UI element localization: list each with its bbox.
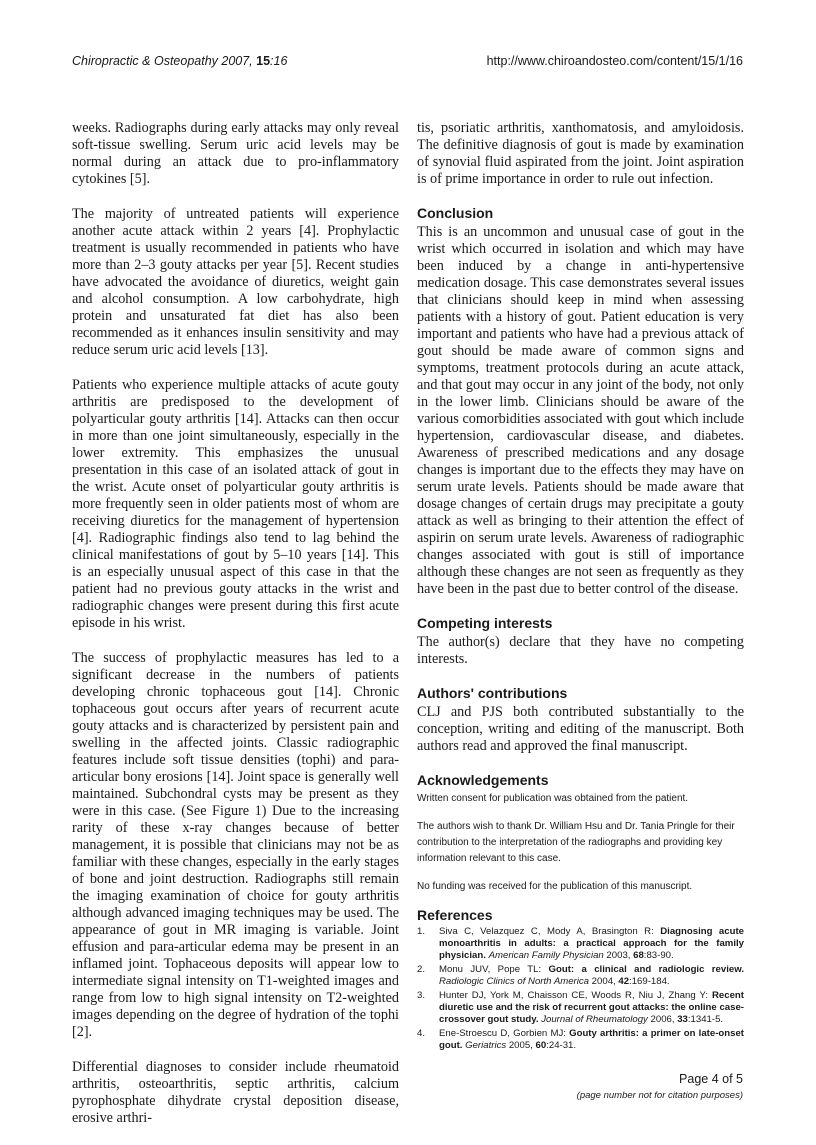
reference-title[interactable]: Diagnosing acute monoarthritis in adults: a practical approach for the family physician. bbox=[439, 926, 744, 961]
reference-text bbox=[439, 964, 744, 988]
reference-pages: :1341-5. bbox=[687, 1014, 724, 1025]
reference-authors: Monu JUV, Pope TL: bbox=[439, 964, 549, 975]
reference-pages: :83-90. bbox=[643, 950, 674, 961]
reference-volume: 60 bbox=[535, 1040, 547, 1051]
running-header-citation bbox=[72, 54, 287, 68]
authors-contributions-heading: Authors' contributions bbox=[417, 685, 568, 701]
reference-title[interactable]: Recent diuretic use and the risk of recurrent gout attacks: the online case-crossover gout study. bbox=[439, 990, 744, 1025]
reference-number: 3. bbox=[417, 990, 426, 1001]
conclusion-heading: Conclusion bbox=[417, 205, 494, 221]
reference-text bbox=[439, 1028, 744, 1052]
reference-text bbox=[439, 926, 744, 962]
references-heading: References bbox=[417, 907, 493, 923]
reference-volume: 68 bbox=[633, 950, 644, 961]
reference-number: 4. bbox=[417, 1028, 426, 1039]
acknowledgement-paragraph: No funding was received for the publication of this manuscript. bbox=[417, 881, 693, 892]
reference-year: 2003, bbox=[603, 950, 634, 961]
body-paragraph: Patients who experience multiple attacks of acute gouty arthritis are predisposed to the development of polyarticular gouty arthritis [14]. Attacks can then occur in more than one joint simultaneously, especially in the lower extremity. This emphasizes the unusual presentation in this case of an isolated attack of gout in the wrist. Acute onset of polyarticular gouty arthritis is more frequently seen in older patients most of whom are receiving diuretics for the management of hypertension [4]. Radiographic findings also tend to lag behind the clinical manifestations of gout by 5–10 years [14]. This is an especially unusual aspect of this case in that the patient had no previous gouty attacks in the wrist and radiographic changes were present during this first acute episode in his wrist. bbox=[72, 377, 399, 631]
conclusion-text: This is an uncommon and unusual case of gout in the wrist which occurred in isolation and which may have been induced by a change in anti-hypertensive medication dosage. This case demonstrates several issues that clinicians should keep in mind when assessing patients with a history of gout. Patient education is very important and patients who have had a previous attack of gout should be made aware of common signs and symptoms, treatment protocols during an acute attack, and that gout may occur in any joint of the body, not only in the lower limb. Clinicians should be aware of the various comorbidities associated with gout which include hypertension, cardiovascular disease, and diabetes. Awareness of prescribed medications and any dosage changes is important due to the effects they may have on serum urate levels. Patients should be made aware that dosage changes of certain drugs may precipitate a gouty attack as well as bringing to their attention the effect of aspirin on serum urate levels. Awareness of radiographic changes associated with gout is still of importance although these changes are not seen as frequently as they have been in the past due to better control of the disease. bbox=[417, 224, 744, 597]
journal-issue: :16 bbox=[270, 54, 288, 68]
reference-volume: 33 bbox=[677, 1014, 688, 1025]
reference-journal: Journal of Rheumatology bbox=[541, 1014, 648, 1025]
reference-item bbox=[417, 990, 744, 1026]
page-number: Page 4 of 5 bbox=[679, 1072, 743, 1086]
body-paragraph: Differential diagnoses to consider include rheumatoid arthritis, osteoarthritis, septic arthritis, calcium pyrophosphate dihydrate crystal deposition disease, erosive arthri- bbox=[72, 1059, 399, 1126]
reference-item bbox=[417, 964, 744, 988]
body-paragraph: weeks. Radiographs during early attacks may only reveal soft-tissue swelling. Serum uric acid levels may be normal during an attack due to pro-inflammatory cytokines [5]. bbox=[72, 120, 399, 187]
reference-item bbox=[417, 926, 744, 962]
body-paragraph: The majority of untreated patients will experience another acute attack within 2 years [4]. Prophylactic treatment is usually recommended in patients who have more than 2–3 gouty attacks per year [5]. Recent studies have advocated the avoidance of diuretics, weight gain and alcohol consumption. A low carbohydrate, high protein and unsaturated fat diet has also been recommended as it enhances insulin sensitivity and may reduce serum uric acid levels [13]. bbox=[72, 206, 399, 358]
body-paragraph: The success of prophylactic measures has led to a significant decrease in the numbers of patients developing chronic tophaceous gout [14]. Chronic tophaceous gout occurs after years of recurrent acute gouty attacks and is characterized by persistent pain and swelling in the affected joints. Classic radiographic features include soft tissue densities (tophi) and para-articular bony erosions [14]. Joint space is generally well maintained. Subchondral cysts may be present as they were in this case. (See Figure 1) Due to the increasing rarity of these x-ray changes because of better management, it is possible that clinicians may not be as familiar with these changes, especially in the early stages of bone and joint destruction. Radiographs still remain the imaging examination of choice for gouty arthritis although advanced imaging techniques may be used. The appearance of gout in MR imaging is variable. Joint effusion and para-articular edema may be present in an inflamed joint. Tophaceous deposits will appear low to intermediate signal intensity on T1-weighted images and range from low to high signal intensity on T2-weighted images depending on the degree of hydration of the tophi [2]. bbox=[72, 650, 399, 1040]
article-url[interactable]: http://www.chiroandosteo.com/content/15/1/16 bbox=[486, 54, 743, 68]
reference-number: 2. bbox=[417, 964, 426, 975]
authors-contributions-text: CLJ and PJS both contributed substantially to the conception, writing and editing of the manuscript. Both authors read and approved the final manuscript. bbox=[417, 704, 744, 754]
journal-name: Chiropractic & Osteopathy bbox=[72, 54, 218, 68]
page-number-note: (page number not for citation purposes) bbox=[576, 1090, 743, 1101]
competing-interests-text: The author(s) declare that they have no competing interests. bbox=[417, 634, 744, 667]
left-column bbox=[72, 120, 399, 1145]
right-column bbox=[417, 120, 744, 1054]
competing-interests-heading: Competing interests bbox=[417, 615, 553, 631]
reference-pages: :24-31. bbox=[546, 1040, 577, 1051]
reference-authors: Ene-Stroescu D, Gorbien MJ: bbox=[439, 1028, 570, 1039]
acknowledgement-paragraph: Written consent for publication was obtained from the patient. bbox=[417, 793, 689, 804]
reference-title[interactable]: Gout: a clinical and radiologic review. bbox=[548, 964, 744, 975]
reference-journal: Geriatrics bbox=[465, 1040, 507, 1051]
acknowledgements-heading: Acknowledgements bbox=[417, 772, 549, 788]
reference-year: 2005, bbox=[506, 1040, 536, 1051]
journal-volume: 15 bbox=[256, 54, 271, 68]
reference-number: 1. bbox=[417, 926, 426, 937]
reference-title[interactable]: Gouty arthritis: a primer on late-onset gout. bbox=[439, 1028, 744, 1051]
reference-item bbox=[417, 1028, 744, 1052]
reference-pages: :169-184. bbox=[629, 976, 670, 987]
reference-text bbox=[439, 990, 744, 1026]
reference-volume: 42 bbox=[618, 976, 630, 987]
acknowledgement-paragraph: The authors wish to thank Dr. William Hsu and Dr. Tania Pringle for their contribution to the interpretation of the radiographs and providing key information relevant to this case. bbox=[417, 821, 735, 864]
reference-authors: Hunter DJ, York M, Chaisson CE, Woods R, Niu J, Zhang Y: bbox=[439, 990, 712, 1001]
reference-year: 2004, bbox=[589, 976, 619, 987]
reference-journal: American Family Physician bbox=[488, 950, 604, 961]
reference-journal: Radiologic Clinics of North America bbox=[439, 976, 590, 987]
reference-year: 2006, bbox=[647, 1014, 678, 1025]
reference-authors: Siva C, Velazquez C, Mody A, Brasington R: bbox=[439, 926, 661, 937]
body-paragraph: tis, psoriatic arthritis, xanthomatosis, and amyloidosis. The definitive diagnosis of gout is made by examination of synovial fluid aspirated from the joint. Joint aspiration is of prime importance in order to rule out infection. bbox=[417, 120, 744, 187]
journal-year: 2007, bbox=[217, 54, 257, 68]
reference-list bbox=[417, 926, 744, 1052]
